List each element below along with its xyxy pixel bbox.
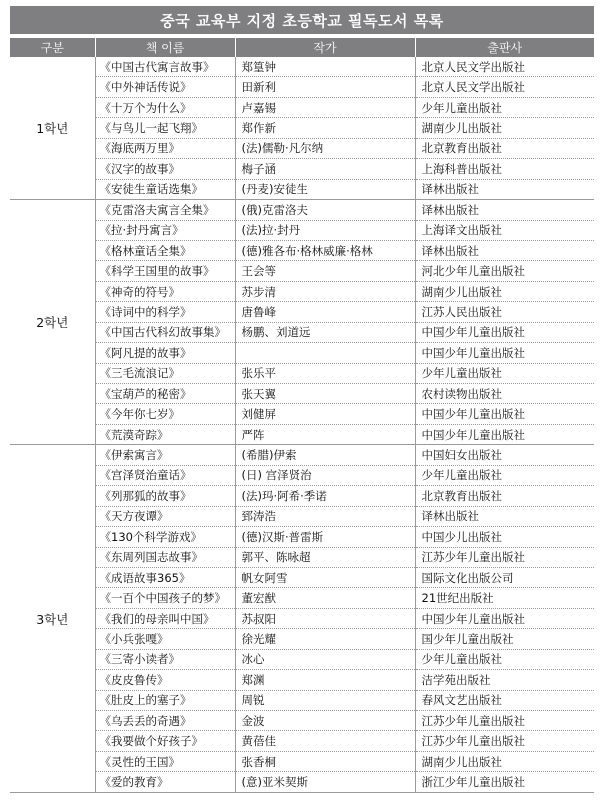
publisher-cell: 湖南少儿出版社 (415, 281, 594, 301)
table-row (10, 240, 594, 260)
publisher-cell: 译林出版社 (415, 179, 594, 199)
publisher-cell: 北京人民文学出版社 (415, 77, 594, 97)
table-row (10, 77, 594, 97)
table-row (10, 261, 594, 281)
header-publisher: 출판사 (415, 38, 594, 57)
table-row (10, 404, 594, 424)
book-title-cell: 《汉字的故事》 (95, 159, 235, 179)
publisher-cell: 少年儿童出版社 (415, 649, 594, 669)
publisher-cell: 21世纪出版社 (415, 588, 594, 608)
publisher-cell: 江苏人民出版社 (415, 302, 594, 322)
table-row (10, 179, 594, 199)
author-cell: (法)拉·封丹 (235, 220, 415, 240)
book-title-cell: 《格林童话全集》 (95, 240, 235, 260)
author-cell: 苏叔阳 (235, 608, 415, 628)
book-title-cell: 《我要做个好孩子》 (95, 731, 235, 751)
table-row (10, 118, 594, 138)
table-row (10, 670, 594, 690)
book-title-cell: 《诗词中的科学》 (95, 302, 235, 322)
book-title-cell: 《中外神话传说》 (95, 77, 235, 97)
publisher-cell: 少年儿童出版社 (415, 363, 594, 383)
table-row (10, 220, 594, 240)
author-cell: 帆女阿雪 (235, 567, 415, 587)
publisher-cell: 湖南少儿出版社 (415, 118, 594, 138)
author-cell: (俄)克雷洛夫 (235, 200, 415, 220)
book-title-cell: 《灵性的王国》 (95, 751, 235, 771)
author-cell: 刘健屏 (235, 404, 415, 424)
author-cell: 卢嘉锡 (235, 97, 415, 117)
author-cell: 杨鹏、刘道远 (235, 322, 415, 342)
publisher-cell: 国际文化出版公司 (415, 567, 594, 587)
publisher-cell: 译林出版社 (415, 240, 594, 260)
grade-cell: 1학년 (10, 57, 95, 200)
book-title-cell: 《肚皮上的塞子》 (95, 690, 235, 710)
author-cell: 冰心 (235, 649, 415, 669)
publisher-cell: 北京人民文学出版社 (415, 57, 594, 77)
table-row (10, 527, 594, 547)
table-row (10, 159, 594, 179)
book-title-cell: 《列那狐的故事》 (95, 486, 235, 506)
book-title-cell: 《天方夜谭》 (95, 506, 235, 526)
book-title-cell: 《神奇的符号》 (95, 281, 235, 301)
book-title-cell: 《中国古代寓言故事》 (95, 57, 235, 77)
publisher-cell: 江苏少年儿童出版社 (415, 731, 594, 751)
book-title-cell: 《三寄小读者》 (95, 649, 235, 669)
book-title-cell: 《荒漠奇踪》 (95, 424, 235, 444)
publisher-cell: 少年儿童出版社 (415, 97, 594, 117)
publisher-cell: 中国少年儿童出版社 (415, 608, 594, 628)
publisher-cell: 洁学苑出版社 (415, 670, 594, 690)
author-cell: 黄蓓佳 (235, 731, 415, 751)
publisher-cell: 浙江少年儿童出版社 (415, 772, 594, 792)
table-row (10, 200, 594, 220)
publisher-cell: 中国少年儿童出版社 (415, 343, 594, 363)
author-cell: (德)汉斯·普雷斯 (235, 527, 415, 547)
header-grade: 구분 (10, 38, 95, 57)
author-cell: 严阵 (235, 424, 415, 444)
author-cell: (希腊)伊索 (235, 445, 415, 465)
book-title-cell: 《宫泽贤治童话》 (95, 465, 235, 485)
publisher-cell: 湖南少儿出版社 (415, 751, 594, 771)
author-cell: 张香桐 (235, 751, 415, 771)
book-title-cell: 《与鸟儿一起飞翔》 (95, 118, 235, 138)
author-cell: 郭平、陈咏超 (235, 547, 415, 567)
table-row (10, 731, 594, 751)
publisher-cell: 中国少年儿童出版社 (415, 404, 594, 424)
book-title-cell: 《克雷洛夫寓言全集》 (95, 200, 235, 220)
author-cell: 郑作新 (235, 118, 415, 138)
book-title-cell: 《乌丢丢的奇遇》 (95, 711, 235, 731)
table-row (10, 547, 594, 567)
table-row (10, 424, 594, 444)
book-title-cell: 《小兵张嘎》 (95, 629, 235, 649)
table-row (10, 567, 594, 587)
book-title-cell: 《伊索寓言》 (95, 445, 235, 465)
author-cell: 董宏猷 (235, 588, 415, 608)
header-author: 작가 (235, 38, 415, 57)
book-list-table (10, 38, 594, 793)
table-row (10, 465, 594, 485)
publisher-cell: 农村读物出版社 (415, 384, 594, 404)
book-title-cell: 《十万个为什么》 (95, 97, 235, 117)
publisher-cell: 中国少儿出版社 (415, 527, 594, 547)
table-row (10, 281, 594, 301)
publisher-cell: 少年儿童出版社 (415, 465, 594, 485)
book-title-cell: 《我们的母亲叫中国》 (95, 608, 235, 628)
publisher-cell: 春风文艺出版社 (415, 690, 594, 710)
table-row (10, 343, 594, 363)
book-title-cell: 《海底两万里》 (95, 138, 235, 158)
grade-cell: 3학년 (10, 445, 95, 792)
publisher-cell: 译林出版社 (415, 200, 594, 220)
publisher-cell: 国少年儿童出版社 (415, 629, 594, 649)
author-cell: 王会等 (235, 261, 415, 281)
book-title-cell: 《宝葫芦的秘密》 (95, 384, 235, 404)
author-cell: 苏步清 (235, 281, 415, 301)
author-cell: (日) 宫泽贤治 (235, 465, 415, 485)
table-row (10, 486, 594, 506)
book-title-cell: 《爱的教育》 (95, 772, 235, 792)
publisher-cell: 上海译文出版社 (415, 220, 594, 240)
publisher-cell: 北京教育出版社 (415, 486, 594, 506)
publisher-cell: 上海科普出版社 (415, 159, 594, 179)
table-row (10, 629, 594, 649)
table-row (10, 588, 594, 608)
table-row (10, 322, 594, 342)
publisher-cell: 江苏少年儿童出版社 (415, 711, 594, 731)
table-row (10, 302, 594, 322)
author-cell: (法)玛·阿希·季诺 (235, 486, 415, 506)
header-row (10, 38, 594, 57)
author-cell: 田新利 (235, 77, 415, 97)
author-cell: (丹麦)安徒生 (235, 179, 415, 199)
book-title-cell: 《安徒生童话选集》 (95, 179, 235, 199)
author-cell: 郅涛浩 (235, 506, 415, 526)
publisher-cell: 北京教育出版社 (415, 138, 594, 158)
publisher-cell: 江苏少年儿童出版社 (415, 547, 594, 567)
table-row (10, 711, 594, 731)
page-title: 중국 교육부 지정 초등학교 필독도서 목록 (10, 6, 594, 34)
publisher-cell: 河北少年儿童出版社 (415, 261, 594, 281)
book-title-cell: 《科学王国里的故事》 (95, 261, 235, 281)
book-title-cell: 《今年你七岁》 (95, 404, 235, 424)
book-title-cell: 《130个科学游戏》 (95, 527, 235, 547)
publisher-cell: 译林出版社 (415, 506, 594, 526)
table-row (10, 649, 594, 669)
publisher-cell: 中国少年儿童出版社 (415, 424, 594, 444)
book-title-cell: 《一百个中国孩子的梦》 (95, 588, 235, 608)
author-cell: (德)雅各布·格林威廉·格林 (235, 240, 415, 260)
book-title-cell: 《拉·封丹寓言》 (95, 220, 235, 240)
table-row (10, 384, 594, 404)
table-row (10, 772, 594, 792)
author-cell: 张乐平 (235, 363, 415, 383)
author-cell (235, 343, 415, 363)
author-cell: 唐鲁峰 (235, 302, 415, 322)
author-cell: 金波 (235, 711, 415, 731)
table-row (10, 363, 594, 383)
table-row (10, 506, 594, 526)
book-title-cell: 《东周列国志故事》 (95, 547, 235, 567)
table-row (10, 751, 594, 771)
book-title-cell: 《中国古代科幻故事集》 (95, 322, 235, 342)
table-row (10, 690, 594, 710)
book-title-cell: 《皮皮鲁传》 (95, 670, 235, 690)
author-cell: 郑篁钟 (235, 57, 415, 77)
author-cell: 张天翼 (235, 384, 415, 404)
publisher-cell: 中国少年儿童出版社 (415, 322, 594, 342)
author-cell: 梅子涵 (235, 159, 415, 179)
author-cell: 周锐 (235, 690, 415, 710)
book-title-cell: 《成语故事365》 (95, 567, 235, 587)
grade-cell: 2학년 (10, 200, 95, 445)
book-title-cell: 《阿凡提的故事》 (95, 343, 235, 363)
author-cell: 郑渊 (235, 670, 415, 690)
table-row (10, 608, 594, 628)
table-row (10, 138, 594, 158)
author-cell: (意)亚米契斯 (235, 772, 415, 792)
book-title-cell: 《三毛流浪记》 (95, 363, 235, 383)
author-cell: 徐光耀 (235, 629, 415, 649)
publisher-cell: 中国妇女出版社 (415, 445, 594, 465)
table-row (10, 57, 594, 77)
table-row (10, 445, 594, 465)
author-cell: (法)儒勒·凡尔纳 (235, 138, 415, 158)
header-book: 책 이름 (95, 38, 235, 57)
table-row (10, 97, 594, 117)
